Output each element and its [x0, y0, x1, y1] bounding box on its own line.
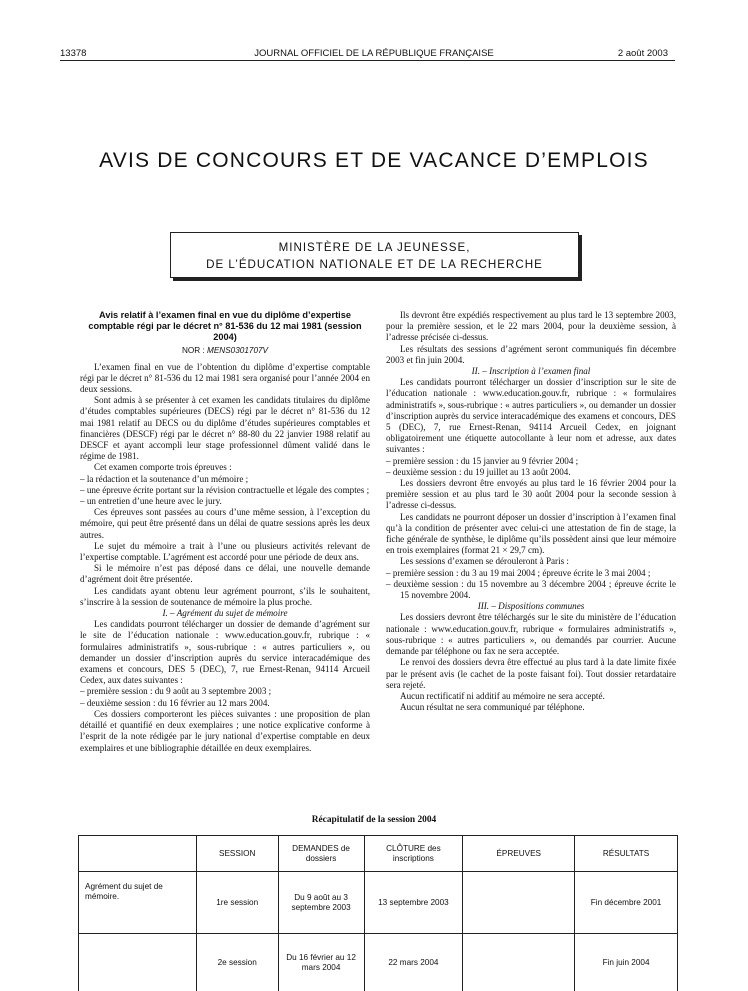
intro-paragraph: Cet examen comporte trois épreuves :: [80, 462, 370, 473]
table-cell: Du 16 février au 12 mars 2004: [278, 934, 364, 991]
paragraph: Les dossiers devront être téléchargés sur le site du ministère de l’éducation nationale : www.education.gouv.fr, rubrique « formulaires administratifs », sous-rubrique : « autres particuliers », ou demandés par courrier. Aucune demande par téléphone ou fax ne sera acceptée.: [386, 612, 676, 657]
paragraph: Aucun rectificatif ni additif au mémoire ne sera accepté.: [386, 691, 676, 702]
nor-label: NOR :: [182, 346, 205, 355]
paragraph: Les candidats pourront télécharger un dossier de demande d’agrément sur le site de l’éducation nationale : www.education.gouv.fr, rubrique : « formulaires administratifs », sous-rubrique : « autres particuliers », ou demander un dossier d’inscription auprès du service interacadémique des examens et concours, DES 5 (DEC), 7, rue Ernest-Renan, 94114 Arcueil Cedex, aux dates suivantes :: [80, 619, 370, 686]
table-cell: [463, 934, 575, 991]
column-header: RÉSULTATS: [575, 836, 678, 872]
journal-title: JOURNAL OFFICIEL DE LA RÉPUBLIQUE FRANÇAISE: [0, 48, 748, 59]
issue-date: 2 août 2003: [618, 48, 668, 59]
paragraph: Ces épreuves sont passées au cours d’une même session, à l’exception du mémoire, qui peut être présenté dans un délai de quatre sessions après les deux autres.: [80, 507, 370, 541]
paragraph: Ils devront être expédiés respectivement au plus tard le 13 septembre 2003, pour la première session, et le 22 mars 2004, pour la deuxième session, à l’adresse précisée ci-dessus.: [386, 310, 676, 344]
paragraph: Les candidats pourront télécharger un dossier d’inscription sur le site de l’éducation nationale : www.education.gouv.fr, rubrique : « formulaires administratifs », sous-rubrique : « autres particuliers », ou demander un dossier d’inscription auprès du service interacadémique des examens et concours, DES 5 (DEC), 7, rue Ernest-Renan, 94114 Arcueil Cedex, en joignant obligatoirement une étiquette autocollante à leur nom et adresse, aux dates suivantes :: [386, 377, 676, 455]
table-cell: Agrément du sujet de mémoire.: [79, 872, 197, 934]
list-item: – première session : du 3 au 19 mai 2004 ; épreuve écrite le 3 mai 2004 ;: [386, 568, 676, 579]
intro-paragraph: L’examen final en vue de l’obtention du diplôme d’expertise comptable régi par le décret n° 81-536 du 12 mai 1981 sera organisé pour l’année 2004 en deux sessions.: [80, 362, 370, 396]
paragraph: Le renvoi des dossiers devra être effectué au plus tard à la date limite fixée par le présent avis (le cachet de la poste faisant foi). Tout dossier retardataire sera rejeté.: [386, 657, 676, 691]
page-number: 13378: [60, 48, 86, 59]
list-item: – la rédaction et la soutenance d’un mémoire ;: [80, 474, 370, 485]
list-item: – un entretien d’une heure avec le jury.: [80, 496, 370, 507]
column-header: ÉPREUVES: [463, 836, 575, 872]
table-cell: 22 mars 2004: [364, 934, 463, 991]
table-cell: 13 septembre 2003: [364, 872, 463, 934]
column-header: CLÔTURE des inscriptions: [364, 836, 463, 872]
intro-paragraph: Sont admis à se présenter à cet examen les candidats titulaires du diplôme d’études comptables supérieures (DECS) régi par le décret n° 81-536 du 12 mai 1981 relatif au DECS ou du diplôme d’études supérieures comptables et financières (DESCF) régi par le décret n° 88-80 du 22 janvier 1988 relatif au DESCF et ayant accompli leur stage professionnel dûment validé dans le régime de 1981.: [80, 395, 370, 462]
table-cell: 2e session: [196, 934, 278, 991]
section-3-title: III. – Dispositions communes: [386, 601, 676, 612]
paragraph: Si le mémoire n’est pas déposé dans ce délai, une nouvelle demande d’agrément doit être présentée.: [80, 563, 370, 585]
right-column: [386, 310, 676, 713]
list-item: – première session : du 9 août au 3 septembre 2003 ;: [80, 686, 370, 697]
list-item: – deuxième session : du 15 novembre au 3 décembre 2004 ; épreuve écrite le 15 novembre 2004.: [386, 579, 676, 601]
table-cell: Du 9 août au 3 septembre 2003: [278, 872, 364, 934]
paragraph: Les sessions d’examen se dérouleront à Paris :: [386, 556, 676, 567]
list-item: – première session : du 15 janvier au 9 février 2004 ;: [386, 456, 676, 467]
ministry-box: [170, 232, 579, 278]
table-cell: Fin décembre 2001: [575, 872, 678, 934]
paragraph: Ces dossiers comporteront les pièces suivantes : une proposition de plan détaillé et quantifié en deux exemplaires ; une notice explicative conforme à l’esprit de la note rédigée par le jury national d’expertise comptable en deux exemplaires et une bibliographie détaillée en deux exemplaires.: [80, 709, 370, 754]
section-1-dates: [80, 686, 370, 708]
nor-reference: [80, 345, 370, 356]
summary-table: [78, 835, 678, 991]
column-header: [79, 836, 197, 872]
table-cell: [463, 872, 575, 934]
paragraph: Les candidats ayant obtenu leur agrément pourront, s’ils le souhaitent, s’inscrire à la session de soutenance de mémoire la plus proche.: [80, 586, 370, 608]
table-cell: [79, 934, 197, 991]
list-item: – une épreuve écrite portant sur la révision contractuelle et légale des comptes ;: [80, 485, 370, 496]
list-item: – deuxième session : du 19 juillet au 13 août 2004.: [386, 467, 676, 478]
ministry-line-1: MINISTÈRE DE LA JEUNESSE,: [171, 239, 578, 256]
table-row: [79, 934, 678, 991]
table-cell: Fin juin 2004: [575, 934, 678, 991]
section-2-title: II. – Inscription à l’examen final: [386, 366, 676, 377]
list-item: – deuxième session : du 16 février au 12 mars 2004.: [80, 698, 370, 709]
table-row: [79, 872, 678, 934]
section-2-sessions: [386, 568, 676, 602]
column-header: SESSION: [196, 836, 278, 872]
header-rule: [60, 60, 675, 61]
paragraph: Le sujet du mémoire a trait à l’une ou plusieurs activités relevant de l’expertise comptable. L’agrément est accordé pour une période de deux ans.: [80, 541, 370, 563]
column-header: DEMANDES de dossiers: [278, 836, 364, 872]
left-column: [80, 310, 370, 754]
notice-title: Avis relatif à l’examen final en vue du diplôme d’expertise comptable régi par le décret n° 81-536 du 12 mai 1981 (session 2004): [80, 310, 370, 342]
table-cell: 1re session: [196, 872, 278, 934]
ministry-line-2: DE L’ÉDUCATION NATIONALE ET DE LA RECHERCHE: [171, 256, 578, 273]
table-caption: Récapitulatif de la session 2004: [0, 815, 748, 825]
paragraph: Les candidats ne pourront déposer un dossier d’inscription à l’examen final qu’à la condition de présenter avec celui-ci une attestation de fin de stage, la fiche générale de synthèse, le diplôme qu’ils possèdent ainsi que leur mémoire en trois exemplaires (format 21 × 29,7 cm).: [386, 512, 676, 557]
epreuves-list: [80, 474, 370, 508]
paragraph: Les résultats des sessions d’agrément seront communiqués fin décembre 2003 et fin juin 2004.: [386, 344, 676, 366]
section-2-dates: [386, 456, 676, 478]
section-title: AVIS DE CONCOURS ET DE VACANCE D’EMPLOIS: [0, 149, 748, 173]
paragraph: Les dossiers devront être envoyés au plus tard le 16 février 2004 pour la première session et au plus tard le 30 août 2004 pour la seconde session à l’adresse ci-dessus.: [386, 478, 676, 512]
nor-code: MENS0301707V: [207, 346, 268, 355]
paragraph: Aucun résultat ne sera communiqué par téléphone.: [386, 702, 676, 713]
section-1-title: I. – Agrément du sujet de mémoire: [80, 608, 370, 619]
table-header-row: [79, 836, 678, 872]
